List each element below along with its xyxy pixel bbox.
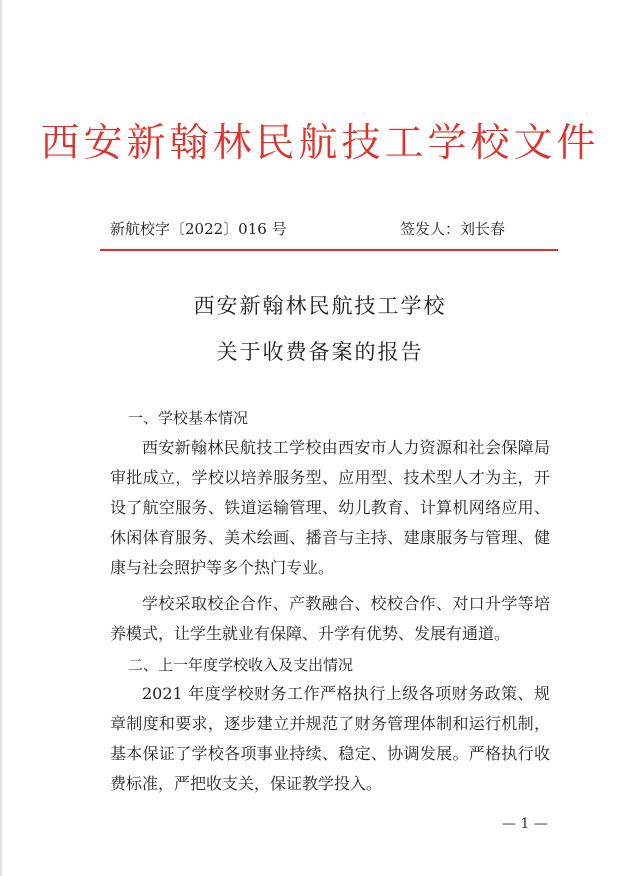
section-heading-2: 二、上一年度学校收入及支出情况 [128, 656, 354, 674]
signer: 签发人：刘长春 [400, 220, 506, 238]
section-heading-1: 一、学校基本情况 [128, 409, 249, 427]
paragraph-2: 学校采取校企合作、产教融合、校校合作、对口升学等培养模式，让学生就业有保障、升学有优势、发展有通道。 [110, 594, 550, 643]
page-number: — 1 — [502, 816, 548, 832]
report-title-line-1: 西安新翰林民航技工学校 [193, 294, 447, 318]
report-title-line-2: 关于收费备案的报告 [216, 340, 424, 364]
header-divider [100, 249, 558, 251]
paragraph-1: 西安新翰林民航技工学校由西安市人力资源和社会保障局审批成立，学校以培养服务型、应用型、技术型人才为主，开设了航空服务、铁道运输管理、幼儿教育、计算机网络应用、休闲体育服务、美术绘画、播音与主持、建康服务与管理、健康与社会照护等多个热门专业。 [110, 438, 550, 577]
paragraph-3: 2021 年度学校财务工作严格执行上级各项财务政策、规章制度和要求，逐步建立并规范了财务管理体制和运行机制，基本保证了学校各项事业持续、稳定、协调发展。严格执行收费标准，严把收支关，保证教学投入。 [110, 684, 550, 793]
document-number: 新航校字〔2022〕016 号 [110, 220, 287, 238]
document-header-title: 西安新翰林民航技工学校文件 [40, 121, 600, 166]
